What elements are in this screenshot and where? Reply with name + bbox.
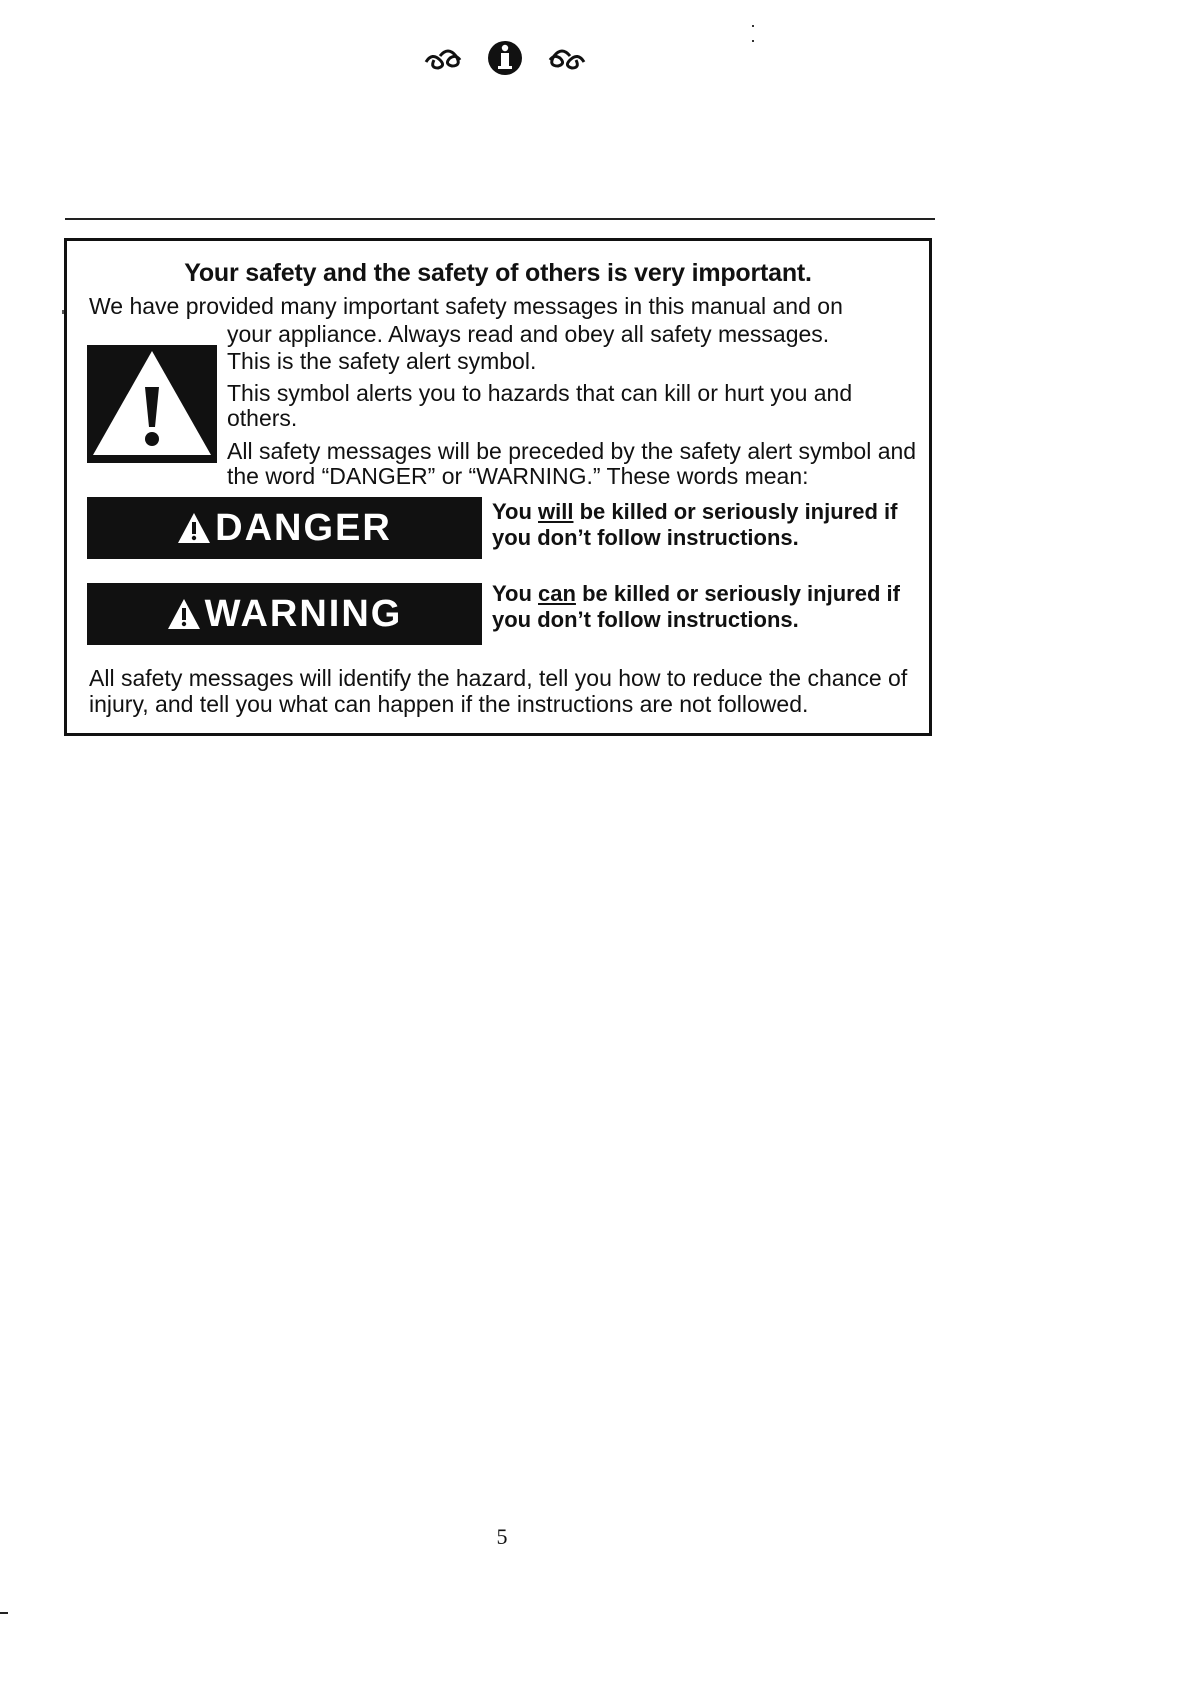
- alert-symbol-text: This is the safety alert symbol.: [227, 348, 537, 374]
- safety-box: [64, 238, 932, 736]
- scan-speck: [0, 1612, 8, 1614]
- intro-line-2: your appliance. Always read and obey all safety messages.: [227, 321, 830, 347]
- warning-meaning: [492, 581, 912, 633]
- warning-meaning-pre: You: [492, 581, 539, 606]
- safety-alert-triangle-icon: [87, 345, 217, 463]
- safety-heading: Your safety and the safety of others is very important.: [184, 259, 812, 287]
- danger-meaning: [492, 499, 912, 551]
- warning-meaning-emph: can: [538, 581, 576, 606]
- danger-signal-panel: [87, 497, 482, 559]
- danger-alert-icon: [177, 512, 211, 544]
- danger-meaning-emph: will: [538, 499, 574, 524]
- intro-line-1: We have provided many important safety messages in this manual and on: [89, 293, 843, 319]
- preceded-text: All safety messages will be preceded by the safety alert symbol and the word “DANGER” or “WARNING.” These words mean:: [227, 438, 917, 489]
- warning-label: WARNING: [204, 592, 403, 635]
- page-number: 5: [496, 1524, 508, 1549]
- scan-speck: [752, 25, 754, 27]
- top-rule: [65, 218, 935, 220]
- warning-alert-icon: [167, 598, 201, 630]
- info-ornament-icon: [420, 38, 590, 78]
- closing-text: All safety messages will identify the hazard, tell you how to reduce the chance of injury, and tell you what can happen if the instructions are not followed.: [89, 665, 908, 717]
- warning-signal-panel: [87, 583, 482, 645]
- alert-hazard-text: This symbol alerts you to hazards that can kill or hurt you and others.: [227, 380, 853, 431]
- danger-meaning-post: be killed or seriously injured if you don’t follow instructions.: [492, 499, 898, 550]
- scan-speck: [752, 40, 754, 42]
- danger-label: DANGER: [215, 506, 392, 549]
- danger-meaning-pre: You: [492, 499, 539, 524]
- safety-alert-block: [87, 345, 217, 463]
- warning-meaning-post: be killed or seriously injured if you don’t follow instructions.: [492, 581, 900, 632]
